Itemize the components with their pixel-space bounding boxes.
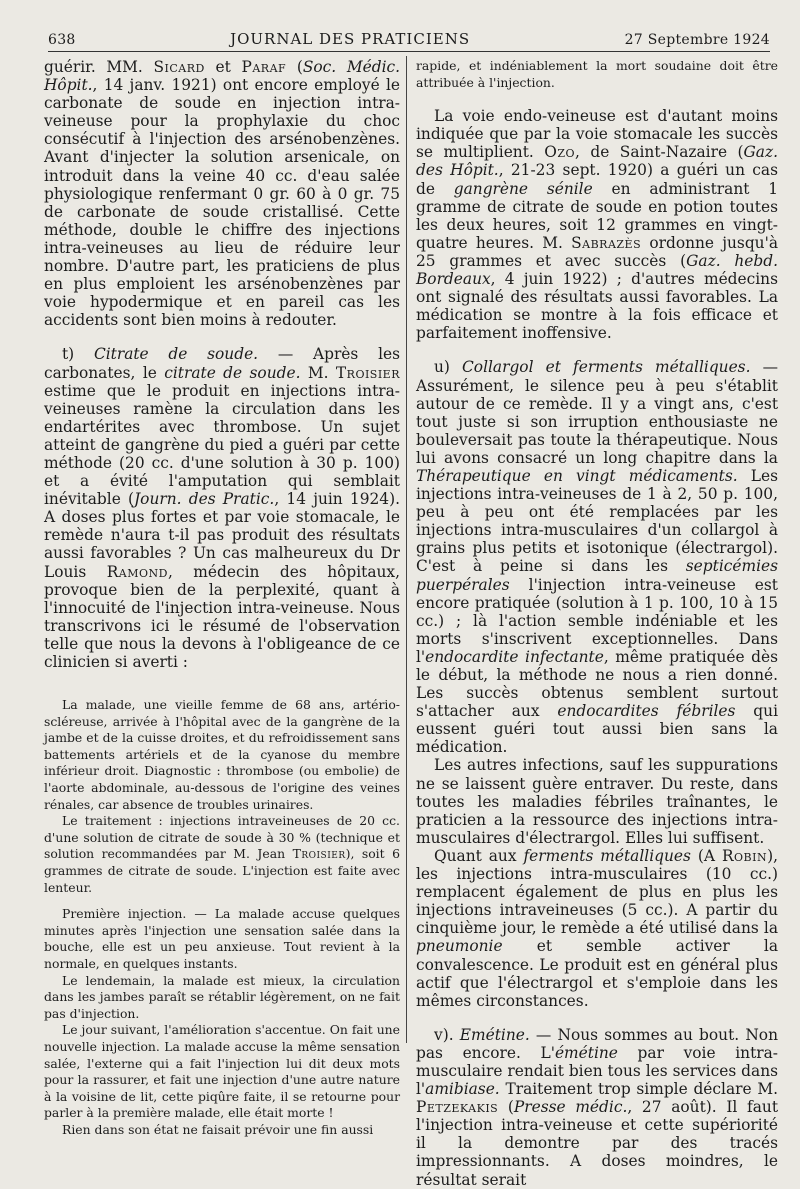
italic-text: endocardite infectante [425, 647, 604, 666]
observation-paragraph: Le jour suivant, l'amélioration s'accentue. On fait une nouvelle injection. La malade accuse la même sensation salée, l'externe qui a fait l'injection lui dit deux mots pour la rassurer, et fait une injection d'une autre nature à la voisine de lit, cette piqûre faite, il se retourne pour parler à la première malade, elle était morte ! [44, 1022, 400, 1121]
observation-paragraph: La malade, une vieille femme de 68 ans, artério-scléreuse, arrivée à l'hôpital avec de la gangrène de la jambe et de la cuisse droites, et du refroidissement sans battements artériels et de la cyanose du membre inférieur droit. Diagnostic : thrombose (ou embolie) de l'aorte abdominale, au-dessous de l'origine des veines rénales, car absence de troubles urinaires. [44, 697, 400, 812]
italic-text: ferments métalliques [523, 846, 691, 865]
text-run: — Après les carbonates, le [44, 345, 400, 382]
paragraph-collargol [416, 358, 778, 756]
text-run: ordonne jusqu'à 25 grammes et avec succès ( [416, 233, 778, 270]
text-run: ( [498, 1098, 514, 1117]
text-run: (A [690, 846, 722, 865]
italic-text: Collargol et ferments métalliques. [462, 358, 751, 377]
observation-paragraph: rapide, et indéniablement la mort soudaine doit être attribuée à l'injection. [416, 58, 778, 90]
text-run: La voie endo-veineuse est d'autant moins indiquée que par la voie stomacale les succès se multiplient. [416, 107, 778, 162]
author-name: Sabrazès [571, 233, 642, 252]
author-name: Sicard [153, 58, 205, 76]
italic-text: endocardites fébriles [557, 702, 736, 721]
text-run: , de Saint-Nazaire ( [575, 143, 744, 162]
paragraph [416, 847, 778, 1010]
italic-text: Gaz. des Hôpit. [416, 143, 778, 180]
italic-text: Presse médic. [513, 1098, 628, 1117]
text-run: — Assurément, le silence peu à peu s'établit autour de ce remède. Il y a vingt ans, c'est tout juste si son irruption enthousiaste ne bouleversait pas toute la thérapeutique. Nous lui avons consacré un long chapitre dans la [416, 358, 778, 467]
text-run: en administrant 1 gramme de citrate de soude en potion toutes les deux heures, soit 12 grammes en vingt-quatre heures. M. [416, 179, 778, 252]
author-name: Petzekakis [416, 1098, 499, 1117]
text-run: guérir. MM. [44, 58, 154, 76]
italic-text: Soc. Médic. Hôpit. [44, 58, 401, 95]
text-run: l'injection intra-veineuse est encore pratiquée (solution à 1 p. 100, 10 à 15 cc.) ; là l'action semble indéniable et les morts s'inscrivent exceptionnelles. Dans l' [416, 575, 778, 666]
text-run: ), les injections intra-musculaires (10 cc.) remplacent également de plus en plus les injections intraveineuses (5 cc.). A partir du cinquième jour, le remède a été utilisé dans la [416, 846, 779, 938]
observation-paragraph [44, 813, 400, 896]
running-header [48, 22, 770, 52]
italic-text: Emétine. [459, 1025, 530, 1044]
text-run: , 21-23 sept. 1920) a guéri un cas de [416, 161, 778, 198]
text-run: u) [434, 358, 463, 377]
text-run: , 27 août). Il faut l'injection intra-veineuse et cette supériorité il la demontre par des tracés impressionnants. A doses moindres, le résultat serait [416, 1098, 779, 1189]
italic-text: Citrate de soude. [93, 345, 259, 364]
italic-text: pneumonie [416, 937, 503, 956]
author-name: Ramond [106, 562, 168, 581]
author-name: Paraf [241, 58, 287, 76]
paragraph-emetine [416, 1026, 778, 1189]
paragraph-citrate-de-soude [44, 345, 400, 671]
author-name: Troisier [335, 363, 400, 382]
text-run: , médecin des hôpitaux, provoque bien de la perplexité, quant à l'innocuité de l'injection intra-veineuse. Nous transcrivons ici le résumé de l'observation telle que nous la devons à l'obligeance de ce clinicien si averti : [44, 562, 400, 671]
paragraph: Les autres infections, sauf les suppurations ne se laissent guère entraver. Du reste, dans toutes les maladies fébriles traînantes, le praticien a la ressource des injections intra-musculaires d'électrargol. Elles lui suffisent. [416, 756, 778, 847]
italic-text: amibiase. [425, 1080, 500, 1099]
text-run: Les injections intra-veineuses de 1 à 2, 50 p. 100, peu à peu ont été remplacées par les injections intra-musculaires d'un collargol à grains plus petits et isotonique (électrargol). C'est à peine si dans les [416, 466, 778, 576]
author-name: Ozo [544, 143, 576, 162]
italic-text: septicémies puerpérales [416, 557, 778, 594]
text-run: ), soit 6 grammes de citrate de soude. L'injection est faite avec lenteur. [44, 846, 400, 895]
text-run: — Nous sommes au bout. Non pas encore. L' [416, 1025, 778, 1062]
text-run: par voie intra-musculaire rendait bien tous les services dans l' [416, 1043, 778, 1099]
paragraph [416, 107, 778, 342]
text-run: , 4 juin 1922) ; d'autres médecins ont signalé des résultats aussi favorables. La médication se montre à la fois efficace et parfaitement inoffensive. [416, 270, 778, 343]
italic-text: émétine [554, 1043, 618, 1062]
author-name: Troisier [292, 846, 346, 862]
text-run: Traitement trop simple déclare M. [499, 1080, 778, 1099]
paragraph [44, 58, 400, 329]
text-run: M. [300, 363, 336, 382]
text-run: Le traitement : injections intraveineuses de 20 cc. d'une solution de citrate de soude à 30 % (technique et solution recommandées par M. Jean [44, 813, 400, 862]
text-run: estime que le produit en injections intra-veineuses ramène la circulation dans les endartérites avec thrombose. Un sujet atteint de gangrène du pied a guéri par cette méthode (20 cc. d'une solution à 30 p. 100) et a évité l'amputation qui semblait inévitable ( [44, 381, 400, 509]
observation-paragraph: Le lendemain, la malade est mieux, la circulation dans les jambes paraît se rétablir légèrement, on ne fait pas d'injection. [44, 972, 400, 1021]
text-run: , même pratiquée dès le début, la méthode ne nous a rien donné. Les succès obtenus semblent surtout s'attacher aux [416, 647, 779, 721]
italic-text: Thérapeutique en vingt médicaments. [416, 466, 738, 485]
text-run: , 14 juin 1924). A doses plus fortes et par voie stomacale, le remède n'aura t-il pas produit des résultats aussi favorables ? Un cas malheureux du Dr Louis [44, 490, 400, 581]
observation-paragraph: Première injection. — La malade accuse quelques minutes après l'injection une sensation salée dans la bouche, elle est un peu anxieuse. Tout revient à la normale, en quelques instants. [44, 906, 400, 971]
page-number: 638 [48, 32, 76, 48]
observation-paragraph: Rien dans son état ne faisait prévoir une fin aussi [62, 1121, 374, 1137]
text-run: ( [286, 58, 303, 76]
text-run: et [204, 58, 242, 76]
column-divider [406, 56, 407, 1043]
journal-title: JOURNAL DES PRATICIENS [230, 30, 471, 48]
italic-text: Journ. des Pratic. [134, 490, 275, 509]
issue-date: 27 Septembre 1924 [624, 32, 770, 48]
text-run: et semble activer la convalescence. Le produit est en général plus actif que l'électrargol et s'emploie dans les mêmes circonstances. [416, 937, 778, 1010]
italic-text: gangrène sénile [453, 179, 593, 198]
text-run: qui eussent guéri tout aussi bien sans la médication. [416, 702, 778, 757]
text-run: v). [434, 1025, 460, 1044]
text-run: Quant aux [434, 846, 524, 865]
text-run: t) [62, 345, 94, 364]
italic-text: citrate de soude. [164, 363, 301, 382]
left-column [44, 58, 401, 1137]
author-name: Robin [721, 846, 768, 865]
text-run: , 14 janv. 1921) ont encore employé le carbonate de soude en injection intra-veineuse pour la prophylaxie du choc consécutif à l'injection des arsénobenzènes. Avant d'injecter la solution arsenicale, on introduit dans la veine 40 cc. d'eau salée physiologique renfermant 0 gr. 60 à 0 gr. 75 de carbonate de soude cristallisé. Cette méthode, double le chiffre des injections intra-veineuses au lieu de réduire leur nombre. D'autre part, les praticiens de plus en plus emploient les arsénobenzènes par voie hypodermique et en pareil cas les accidents sont bien moins à redouter. [44, 76, 400, 330]
italic-text: Gaz. hebd. Bordeaux [416, 251, 778, 289]
right-column [416, 58, 779, 1189]
